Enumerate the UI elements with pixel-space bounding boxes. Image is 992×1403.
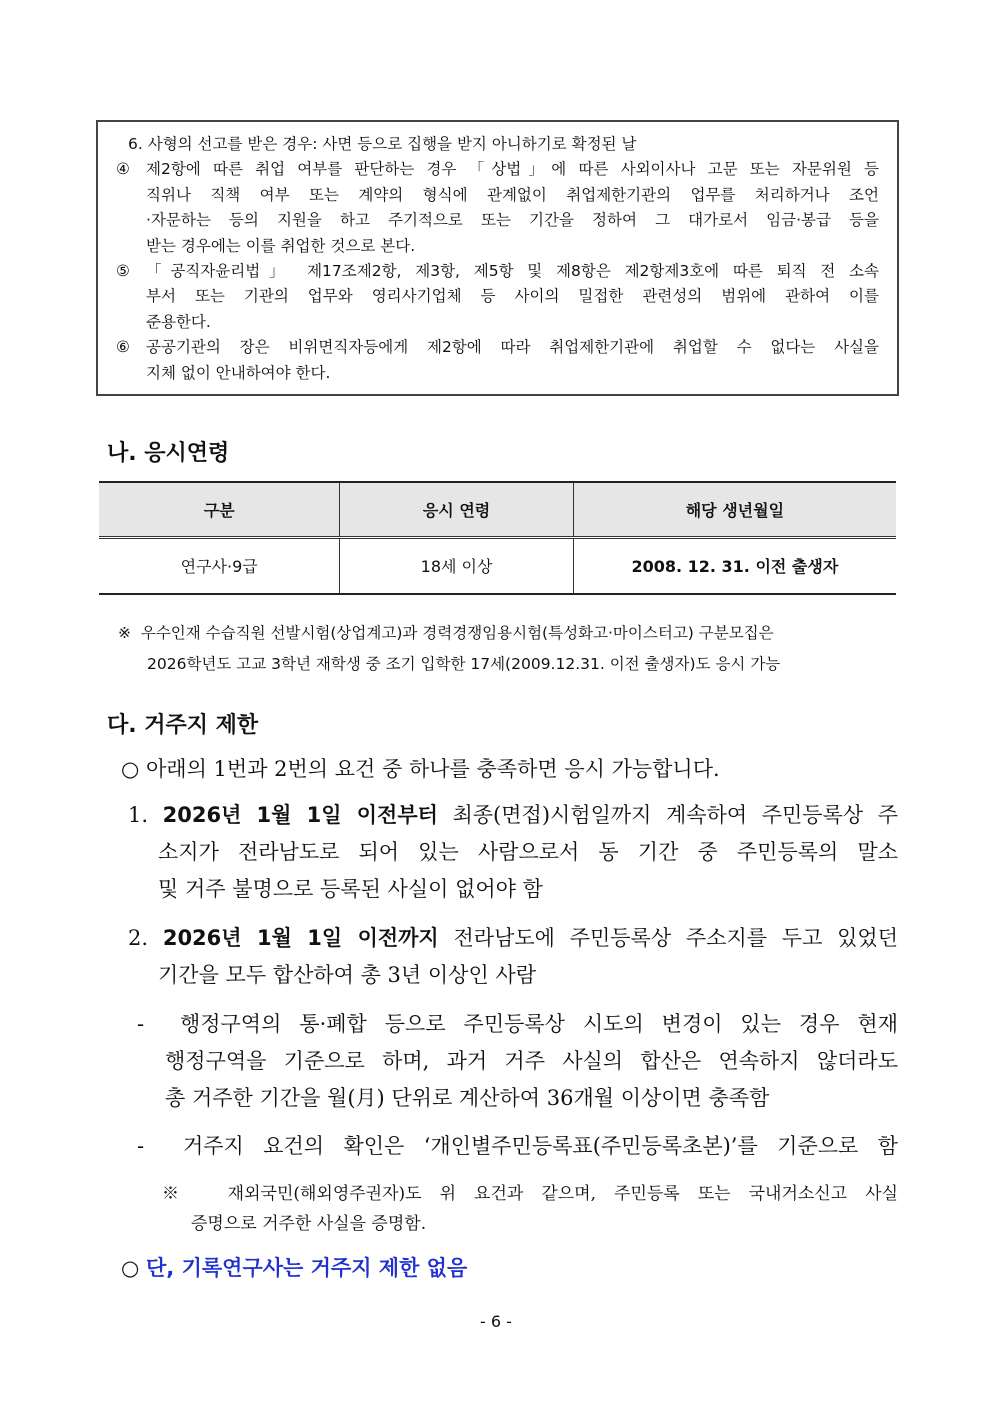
table-header-cell: 해당 생년월일 [573,482,896,537]
circle-bullet: ○ [121,757,140,781]
item-text: 기간을 모두 합산하여 총 3년 이상인 사람 [158,963,536,987]
item-number: 2. [128,926,149,950]
dash-mark: - [137,1134,145,1158]
section-heading-age: 나. 응시연령 [107,441,230,466]
box-text: 직위나 직책 여부 또는 계약의 형식에 관계없이 취업제한기관의 업무를 처리하거나 조언 [146,185,879,204]
table-row [99,537,896,594]
dash-text: 총 거주한 기간을 월(月) 단위로 계산하여 36개월 이상이면 충족함 [165,1086,770,1110]
item-text: 및 거주 불명으로 등록된 사실이 없어야 함 [158,877,543,901]
table-header-cell: 구분 [99,482,340,537]
box-text: ·자문하는 등의 지원을 하고 주기적으로 또는 기간을 정하여 그 대가로서 임금·봉급 등을 [146,211,879,230]
age-table [99,481,896,595]
box-text: 받는 경우에는 이를 취업한 것으로 본다. [146,236,416,255]
residence-item-2 [128,920,898,994]
box-paragraph-4 [116,157,879,259]
box-line-6: 6. 사형의 선고를 받은 경우: 사면 등으로 집행을 받지 아니하기로 확정된 날 [128,135,637,153]
residence-sub-note [162,1179,898,1239]
dash-text: 거주지 요건의 확인은 ‘개인별주민등록표(주민등록초본)’를 기준으로 함 [182,1134,899,1158]
item-text: 소지가 전라남도로 되어 있는 사람으로서 동 기간 중 주민등록의 말소 [158,840,898,864]
circle-bullet: ○ [121,1256,140,1280]
item-number: 1. [128,803,149,827]
age-note [118,618,900,680]
page-number: - 6 - [480,1312,512,1331]
table-header-cell: 응시 연령 [340,482,573,537]
table-header-row [99,482,896,537]
note-mark: ※ [162,1184,192,1204]
residence-intro [121,751,901,788]
box-text: 부서 또는 기관의 업무와 영리사기업체 등 사이의 밀접한 관련성의 범위에 관하여 이를 [146,287,879,306]
residence-item-1 [128,797,898,908]
law-excerpt-box [96,120,899,396]
box-text: 준용한다. [146,312,211,331]
item-emphasis: 2026년 1월 1일 이전까지 [162,926,439,950]
note-text: 재외국민(해외영주권자)도 위 요건과 같으며, 주민등록 또는 국내거소신고 사실 [227,1184,899,1204]
residence-dash-1 [137,1006,898,1117]
note-text: 증명으로 거주한 사실을 증명함. [191,1214,427,1234]
table-cell: 2008. 12. 31. 이전 출생자 [573,537,896,594]
note-text: 2026학년도 고교 3학년 재학생 중 조기 입학한 17세(2009.12.31. 이전 출생자)도 응시 가능 [147,655,781,673]
box-text: 「공직자윤리법」 제17조제2항, 제3항, 제5항 및 제8항은 제2항제3호에 따른 퇴직 전 소속 [146,262,879,281]
box-paragraph-6 [116,335,879,386]
box-text: 지체 없이 안내하여야 한다. [146,363,331,382]
section-heading-residence: 다. 거주지 제한 [107,713,259,738]
box-text: 제2항에 따른 취업 여부를 판단하는 경우 「상법」에 따른 사외이사나 고문 또는 자문위원 등 [146,160,879,179]
residence-dash-2 [137,1128,898,1165]
paragraph-number: ⑥ [116,338,130,357]
residence-exception [121,1250,901,1287]
item-emphasis: 2026년 1월 1일 이전부터 [162,803,438,827]
dash-text: 행정구역의 통·폐합 등으로 주민등록상 시도의 변경이 있는 경우 현재 [179,1012,898,1036]
dash-mark: - [137,1012,145,1036]
item-text: 최종(면접)시험일까지 계속하여 주민등록상 주 [452,803,898,827]
dash-text: 행정구역을 기준으로 하며, 과거 거주 사실의 합산은 연속하지 않더라도 [165,1049,898,1073]
exception-text: 단, 기록연구사는 거주지 제한 없음 [146,1256,468,1280]
item-text: 전라남도에 주민등록상 주소지를 두고 있었던 [453,926,899,950]
box-text: 공공기관의 장은 비위면직자등에게 제2항에 따라 취업제한기관에 취업할 수 없다는 사실을 [146,338,879,357]
note-text: 우수인재 수습직원 선발시험(상업계고)과 경력경쟁임용시험(특성화고·마이스터고) 구분모집은 [140,624,774,642]
box-paragraph-5 [116,259,879,335]
paragraph-number: ⑤ [116,262,130,281]
table-cell: 연구사·9급 [99,537,340,594]
table-cell: 18세 이상 [340,537,573,594]
intro-text: 아래의 1번과 2번의 요건 중 하나를 충족하면 응시 가능합니다. [146,757,720,781]
note-mark: ※ [118,624,131,642]
paragraph-number: ④ [116,160,130,179]
